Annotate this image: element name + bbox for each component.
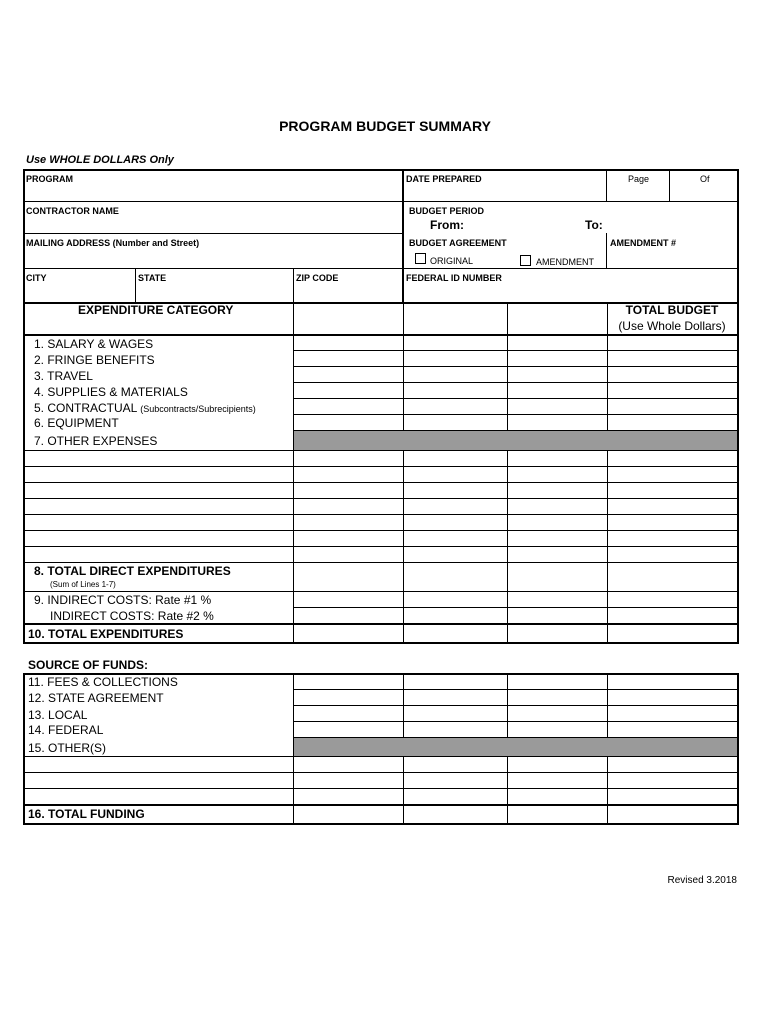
budget-agreement-label: BUDGET AGREEMENT [409, 238, 507, 248]
original-checkbox[interactable] [415, 253, 426, 264]
contractor-name-field[interactable] [26, 217, 400, 231]
source-of-funds-header: SOURCE OF FUNDS: [28, 658, 148, 672]
contractor-name-label: CONTRACTOR NAME [26, 206, 119, 216]
mailing-address-field[interactable] [26, 250, 400, 266]
fund-item-local: 13. LOCAL [28, 708, 88, 722]
fund-item-federal: 14. FEDERAL [28, 723, 104, 737]
whole-dollars-note: Use WHOLE DOLLARS Only [26, 154, 174, 166]
line-item-contractual [34, 401, 256, 415]
federal-id-label: FEDERAL ID NUMBER [406, 273, 502, 283]
program-field[interactable] [26, 186, 400, 200]
from-label: From: [430, 218, 464, 232]
page-title: PROGRAM BUDGET SUMMARY [279, 118, 491, 134]
line-item-travel: 3. TRAVEL [34, 369, 93, 383]
total-expenditures-label: 10. TOTAL EXPENDITURES [28, 627, 184, 641]
line-item-fringe: 2. FRINGE BENEFITS [34, 353, 155, 367]
revision-date: Revised 3.2018 [667, 875, 737, 886]
amendment-label: AMENDMENT [536, 257, 594, 267]
budget-period-label: BUDGET PERIOD [409, 206, 485, 216]
date-prepared-label: DATE PREPARED [406, 174, 482, 184]
zip-code-label: ZIP CODE [296, 273, 339, 283]
fund-item-fees: 11. FEES & COLLECTIONS [28, 675, 178, 689]
sum-lines-note: (Sum of Lines 1-7) [50, 580, 116, 589]
line-item-supplies: 4. SUPPLIES & MATERIALS [34, 385, 188, 399]
line-item-salary: 1. SALARY & WAGES [34, 337, 154, 351]
line-item-equipment: 6. EQUIPMENT [34, 416, 119, 430]
fund-item-others: 15. OTHER(S) [28, 741, 107, 755]
to-label: To: [585, 218, 603, 232]
indirect-costs-rate1: 9. INDIRECT COSTS: Rate #1 % [34, 593, 212, 607]
contractual-note: (Subcontracts/Subrecipients) [140, 404, 256, 414]
expenditure-category-header: EXPENDITURE CATEGORY [78, 303, 234, 317]
state-label: STATE [138, 273, 167, 283]
fund-item-state: 12. STATE AGREEMENT [28, 691, 164, 705]
date-prepared-field[interactable] [406, 186, 604, 200]
total-direct-label: 8. TOTAL DIRECT EXPENDITURES [34, 564, 231, 578]
total-budget-header: TOTAL BUDGET [625, 303, 719, 317]
total-funding-label: 16. TOTAL FUNDING [28, 807, 145, 821]
original-label: ORIGINAL [430, 256, 474, 266]
use-whole-dollars-note: (Use Whole Dollars) [618, 319, 726, 333]
program-label: PROGRAM [26, 174, 73, 184]
mailing-address-label: MAILING ADDRESS (Number and Street) [26, 238, 200, 248]
amendment-number-label: AMENDMENT # [610, 238, 677, 248]
of-label: Of [700, 174, 710, 184]
city-label: CITY [26, 273, 47, 283]
amendment-checkbox[interactable] [520, 255, 531, 266]
page-label: Page [628, 174, 650, 184]
indirect-costs-rate2: INDIRECT COSTS: Rate #2 % [50, 609, 214, 623]
contractual-label: 5. CONTRACTUAL [34, 401, 137, 415]
line-item-other: 7. OTHER EXPENSES [34, 434, 158, 448]
